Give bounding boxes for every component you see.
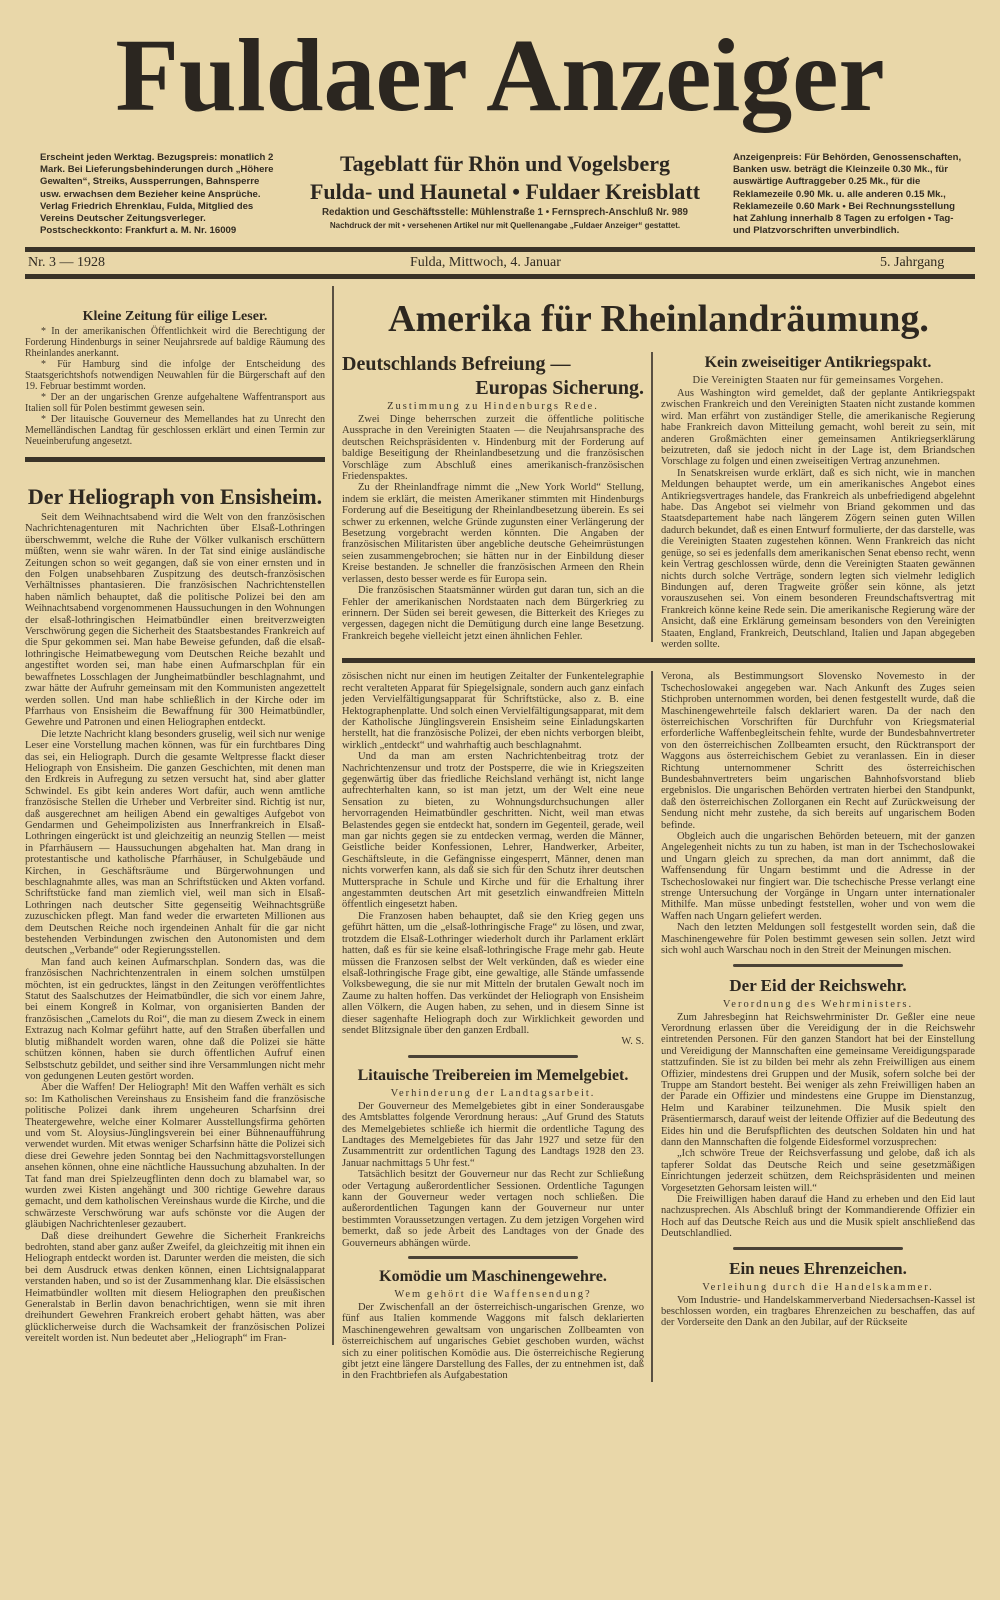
right-lower-column bbox=[653, 671, 975, 1329]
paragraph: Die Franzosen haben behauptet, daß sie den Krieg gegen uns geführt hätten, um die „elsaß-lothringische Frage“ zu lösen, und zwar, trotzdem die Elsaß-Lothringer wiederholt durch ihr Parlament erklärt hatten, daß es für sie keine elsaß-lothringische Frage mehr gab. Heute müssen die Franzosen selbst der Welt verkünden, daß es wieder eine elsaß-lothringische Frage gibt, eine gewaltige, alle Stände umfassende Volksbewegung, die sie nur mit Mitteln der brutalen Gewalt noch im Zaume zu halten hoffen. Das verkündet der Heliograph von Ensisheim allen Völkern, die Augen haben, zu sehen, und in diesem Sinne ist dieser sagenhafte Heliograph doch zur Wirklichkeit geworden und sendet Blitzsignale über den ganzen Erdball. bbox=[342, 910, 644, 1036]
paragraph: Die Freiwilligen haben darauf die Hand zu erheben und den Eid laut nachzusprechen. Als Abschluß bringt der Kommandierende Offizier ein Hoch auf das Deutsche Reich aus und die Musik spielt anschließend das Deutschlandlied. bbox=[661, 1194, 975, 1240]
comedy-title: Komödie um Maschinengewehre. bbox=[379, 1268, 607, 1286]
article-separator bbox=[733, 1247, 903, 1250]
article-separator bbox=[408, 1256, 578, 1259]
paragraph: Und da man am ersten Nachrichtenbeitrag trotz der Nachrichtenzensur und trotz der Postsperre, die wie in Kriegszeiten gegenwärtig über das friedliche Reichsland verhängt ist, nicht lange aufrechterhalten kann, so ist man jetzt, um der Welt eine neue Sensation zu bieten, zu Wohnungsdurchsuchungen aller hervorragenden Heimatbündler geschritten. Nicht, weil man etwas Belastendes gegen sie entdeckt hat, sondern im Gegenteil, gerade, weil man gar nichts gegen sie zu entdecken vermag, werden die Männer, Geistliche beider Konfessionen, Lehrer, Handwerker, Arbeiter, Geschäftsleute, in die Gefängnisse eingesperrt, Männer, denen man nichts vorwerfen kann, als daß sie sich für den Schutz ihrer deutschen Muttersprache in Schule und Kirche und für die Erhaltung ihrer angestammten deutschen Art mit gesetzlich einwandfreien Mitteln öffentlich eingesetzt haben. bbox=[342, 751, 644, 911]
paragraph: Daß diese dreihundert Gewehre die Sicherheit Frankreichs bedrohten, stand aber ganz außer Zweifel, da gleichzeitig mit ihnen ein Heliograph entdeckt worden ist. Darunter werden die meisten, die sich bei dem Ausdruck etwas denken können, einen Lichtsignalapparat verstanden haben, und so ist der Zusammenhang klar. Die elsässischen Heimatbündler wollten mit diesem Heliographen den preußischen Generalstab in Berlin davon benachrichtigen, wenn sie mit ihren dreihundert Gewehren Frankreich erobert gehabt hätten, was aber glücklicherweise durch die Wachsamkeit der französischen Polizei vereitelt worden ist. Nun bedeutet aber „Heliograph“ im Fran- bbox=[25, 1230, 325, 1345]
middle-lower-column bbox=[342, 671, 653, 1382]
article-signature: W. S. bbox=[621, 1036, 644, 1048]
comedy-kicker: Wem gehört die Waffensendung? bbox=[394, 1289, 592, 1301]
header-rule-bottom bbox=[25, 274, 975, 279]
article-separator bbox=[408, 1055, 578, 1058]
heliograph-title: Der Heliograph von Ensisheim. bbox=[27, 484, 323, 509]
paragraph: Verona, als Bestimmungsort Slovensko Novemesto in der Tschechoslowakei angegeben war. Nach Ankunft des Zuges seien Stichproben unternommen worden, bei denen festgestellt wurde, daß die Maschinengewehrteile falsch deklariert waren. Da der nach den österreichischen Vorschriften für Durchfuhr von Kriegsmaterial erforderliche Waffenbegleitschein fehlte, wurde der Bundesbahnvertreter von den österreichischen Zollbeamten ersucht, den Rücktransport der Waggons aus österreichischem Gebiet zu veranlassen. Ein in dieser Richtung unternommener Schritt des österreichischen Bundesbahnvertreters beim ungarischen Bahnhofsvorstand blieb ergebnislos. Die ungarischen Behörden vertraten hierbei den Standpunkt, daß den österreichischen Zollorganen ein Recht auf Zurückweisung der Sendung nicht mehr zustehe, da sich bereits auf ungarischem Boden befinde. bbox=[661, 671, 975, 831]
article-separator bbox=[733, 964, 903, 967]
paragraph: Tatsächlich besitzt der Gouverneur nur das Recht zur Schließung oder Vertagung außerordentlicher Sessionen. Ordentliche Tagungen kann der Gouverneur weder vertagen noch schließen. Die außerordentlichen Tagungen kann der Gouverneur nur unter bestimmten Voraussetzungen vertagen. Zu dem jetzigen Vorgehen wird bemerkt, daß so jede Arbeit des Landtages von der Gnade des Gouverneurs abhängen würde. bbox=[342, 1169, 644, 1249]
paragraph: In Senatskreisen wurde erklärt, daß es sich nicht, wie in manchen Meldungen behauptet werde, um ein amerikanisches Angebot eines Antikriegsvertrages handele, das Frankreich als unbefriedigend abgelehnt habe. Das Angebot sei vielmehr von Briand gekommen und das Staatsdepartement habe nach längerem Zögern seinen guten Willen dadurch bekundet, daß es einen Entwurf formulierte, der das darstelle, was die Vereinigten Staaten zugestehen können. Wenn Frankreich das nicht genüge, so sei es jedenfalls dem amerikanischen Senat ebenso recht, wenn kein Vertrag geschlossen würde, denn die Vereinigten Staaten gewännen nichts durch solche Verträge, sondern legten sich vielmehr lediglich Bindungen auf, deren Tragweite größer sein könne, als jetzt vorauszusehen sei. Von einem besonderen Freundschaftsvertrag mit Frankreich könne keine Rede sein. Die amerikanische Regierung wäre der Ansicht, daß eine Erklärung gemeinsam besonders von den Vereinigten Staaten, England, Frankreich, Deutschland, Italien und Japan abgegeben werden sollte. bbox=[661, 467, 976, 650]
liberation-kicker: Zustimmung zu Hindenburgs Rede. bbox=[387, 401, 599, 412]
honor-kicker: Verleihung durch die Handelskammer. bbox=[702, 1281, 934, 1293]
header-rule-top bbox=[25, 247, 975, 252]
article-antiwar-pact bbox=[653, 352, 975, 650]
paragraph: Aber die Waffen! Der Heliograph! Mit den Waffen verhält es sich so: Im Katholischen Vereinshaus zu Ensisheim fand die französische politische Polizei dank ihrem ungeheuren Scharfsinn drei Theatergewehre, welche einer Kolmarer Ausstellungsfirma gehörten und vom St. Aloysius-Jünglingsverein bei einer Bühnenaufführung verwendet wurden. Mit etwas weniger Scharfsinn hätte die Polizei sich diese drei Gewehre jeden Sonntag bei den Nachmittagsvorstellungen ansehen können, ohne eine nächtliche Haussuchung abzuhalten. In der Tat fand man drei Spielzeugflinten denn doch zu blamabel war, so wurden zwei Kisten angehängt und 300 richtige Gewehre daraus gemacht, und dem katholischen Vereinshaus wurde die Kirche, und die schwärzeste Verschwörung war aufs schönste vor die Augen der gläubigen Nachrichtenleser gezaubert. bbox=[25, 1082, 325, 1231]
paragraph: Zwei Dinge beherrschen zurzeit die öffentliche politische Aussprache in den Vereinigten Staaten — die Neujahrsansprache des deutschen Reichspräsidenten v. Hindenburg mit der Forderung auf baldige Beseitigung der Rheinlandbesetzung und die französischen Vorschläge zum Abschluß eines amerikanisch-französischen Friedenspaktes. bbox=[342, 414, 644, 483]
short-news-rule bbox=[25, 457, 325, 462]
short-news-item: * Der litauische Gouverneur des Memellandes hat zu Unrecht den Memelländischen Landtag für geschlossen erklärt und einen Termin zur Neueinberufung angesetzt. bbox=[25, 414, 325, 447]
paragraph: „Ich schwöre Treue der Reichsverfassung und gelobe, daß ich als tapferer Soldat das Deutsche Reich und seine gesetzmäßigen Einrichtungen jederzeit schützen, dem Reichspräsidenten und meinen Vorgesetzten Gehorsam leisten will.“ bbox=[661, 1148, 975, 1194]
paragraph: Nach den letzten Meldungen soll festgestellt worden sein, daß die Maschinengewehre für Polen bestimmt gewesen sein sollen. Jetzt wird sich wohl auch Warschau noch in den Streit der Meinungen mischen. bbox=[661, 922, 975, 957]
paragraph: Man fand auch keinen Aufmarschplan. Sondern das, was die französischen Nachrichtenzentralen in einem solchen umstülpen möchten, ist ein gedrucktes, längst in den Zeitungen veröffentlichtes Statut des Saalschutzes der Heimatbündler, die sich vor einem Jahre, bei einem Kongreß in Kolmar, von organisierten Banden der französischen „Camelots du Roi“, die man zu diesem Zweck in einem Extrazug nach Kolmar geführt hatte, auf den Straßen überfallen und blutig mißhandelt worden waren, ohne daß die Polizei sie hätte schützen können, haben sie durch öffentlichen Aufruf einen Selbstschutz gebildet, und seither sind ihre Versammlungen nicht mehr von gedungenen Leuten gestört worden. bbox=[25, 956, 325, 1082]
editorial-address: Redaktion und Geschäftsstelle: Mühlenstraße 1 • Fernsprech-Anschluß Nr. 989 bbox=[321, 207, 688, 218]
paragraph: Die französischen Staatsmänner würden gut daran tun, sich an die Fehler der amerikanischen Nordstaaten nach dem Bürgerkrieg zu erinnern. Der Süden sei bereit gewesen, die Bitterkeit des Krieges zu vergessen, dagegen nicht die Demütigung durch eine lange Besetzung. Frankreich begehe vielleicht jetzt einen ähnlichen Fehler. bbox=[342, 585, 644, 642]
volume-number: 5. Jahrgang bbox=[880, 255, 945, 270]
article-heliograph bbox=[25, 482, 325, 1345]
section-rule bbox=[342, 658, 975, 663]
lower-articles-row bbox=[342, 671, 975, 1382]
short-news-box bbox=[25, 286, 325, 447]
short-news-item: * In der amerikanischen Öffentlichkeit wird die Berechtigung der Forderung Hindenburgs in seiner Neujahrsrede auf baldige Räumung des Rheinlandes anerkannt. bbox=[25, 326, 325, 359]
top-articles-row bbox=[342, 352, 975, 650]
subtitle-rhoen-vogelsberg: Tageblatt für Rhön und Vogelsberg bbox=[339, 151, 671, 176]
main-headline: Amerika für Rheinlandräumung. bbox=[388, 298, 929, 340]
paragraph: Vom Industrie- und Handelskammerverband Niedersachsen-Kassel ist beschlossen worden, ein tragbares Ehrenzeichen zu beschaffen, das auf der Vorderseite den Dank an den Jubilar, auf der Rückseite bbox=[661, 1294, 975, 1329]
article-liberation bbox=[342, 352, 653, 642]
masthead-title: Fuldaer Anzeiger bbox=[115, 18, 885, 133]
memel-kicker: Verhinderung der Landtagsarbeit. bbox=[390, 1087, 596, 1099]
short-news-item: * Der an der ungarischen Grenze aufgehaltene Waffentransport aus Italien soll für Polen bestimmt gewesen sein. bbox=[25, 392, 325, 414]
paragraph: zösischen nicht nur einen im heutigen Zeitalter der Funkentelegraphie recht veralteten Apparat für Spiegelsignale, sondern auch ganz einfach jeden Vervielfältigungsapparat für Schriftstücke, also z. B. eine Hektographenplatte. Und solch einen Vervielfältigungsapparat, mit dem der Katholische Jünglingsverein Ensisheim seine Einladungskarten herstellt, hat die französische Polizei, der eben nichts verborgen bleibt, wirklich „entdeckt“ und wahrhaftig auch beschlagnahmt. bbox=[342, 671, 644, 751]
subtitle-fulda-kreisblatt: Fulda- und Haunetal • Fuldaer Kreisblatt bbox=[309, 179, 701, 204]
paragraph: Zu der Rheinlandfrage nimmt die „New York World“ Stellung, indem sie erklärt, die meisten Amerikaner stimmten mit Hindenburgs Forderung auf die Beseitigung der Rheinlandbesetzung überein. Es sei schwer zu erkennen, welche Gründe zugunsten einer Verlängerung der Besetzung vorgebracht werden könnten. Die Angaben der französischen Militaristen über angebliche deutsche Geheimrüstungen seien zusammengebrochen; sie hätten nur in der Einbildung dieser Kreise bestanden. Je schneller die französischen Armeen den Rhein verlassen, desto besser werde es für Europa sein. bbox=[342, 482, 644, 585]
reprint-note: Nachdruck der mit • versehenen Artikel nur mit Quellenangabe „Fuldaer Anzeiger“ gestattet. bbox=[329, 221, 681, 230]
oath-title: Der Eid der Reichswehr. bbox=[729, 975, 907, 995]
antiwar-title: Kein zweiseitiger Antikriegspakt. bbox=[704, 354, 932, 371]
paragraph: Zum Jahresbeginn hat Reichswehrminister Dr. Geßler eine neue Verordnung erlassen über die Vereidigung der in die Reichswehr eintretenden Personen. Für den ganzen Standort hat bei der Einstellung und Vereidigung der Mannschaften eine gemeinsame Vereidigungsparade stattzufinden. Sie ist zu bilden bei mehr als zehn Freiwilligen aus einem Offizier, mindestens drei Gruppen und der Musik, sofern solche bei der Truppe am Standort besteht. Bei weniger als zehn Freiwilligen haben an der Parade ein Offizier und mindestens eine Gruppe im Dienstanzug, Helm und Karabiner teilzunehmen. Die Musik spielt den Präsentiermarsch, darauf weist der leitende Offizier auf die Bedeutung des Eides hin und die Berufspflichten des deutschen Soldaten hin und hat dann den Mannschaften die folgende Eidesformel vorzusprechen: bbox=[661, 1011, 975, 1148]
short-news-item: * Für Hamburg sind die infolge der Entscheidung des Staatsgerichtshofs notwendigen Neuwahlen für die Bürgerschaft auf den 19. Februar bestimmt worden. bbox=[25, 359, 325, 392]
short-news-title: Kleine Zeitung für eilige Leser. bbox=[82, 309, 268, 324]
masthead-subtitles bbox=[285, 150, 725, 232]
paragraph: Seit dem Weihnachtsabend wird die Welt von den französischen Nachrichtenagenturen mit Nachrichten über Elsaß-Lothringen überschwemmt, welche die Ruhe der Völker vulkanisch erschüttern müßten, wenn sie wahr wären. In der Tat sind einige ausländische Zeitungen schon so weit gegangen, daß sie von einer ernsten und in den Folgen unabsehbaren Zuspitzung des deutsch-französischen Verhältnisses phantasieren. Die französischen Nachrichtenstellen haben nämlich behauptet, daß die politische Polizei bei den am Weihnachtsabend vorgenommenen Haussuchungen in den Wohnungen der elsaß-lothringischen Heimatbündler einen breitverzweigten Verschwörung gegen die Sicherheit des Staatsbestandes Frankreich auf die Spur gekommen sei. Man habe Beweise gefunden, daß die elsaß-lothringische Heimatbewegung vom Deutschen Reiche bezahlt und angestiftet worden sei, man habe einen Aufmarschplan für ein bewaffnetes Losschlagen der Jungheimatbündler beschlagnahmt, und zwar hätte der Aufruhr gemeinsam mit den Kommunisten angezettelt werden sollen. Und man habe schließlich in der Kirche oder im Pfarrhaus von Ensisheim die Bewaffnung für 300 Heimatbündler, Gewehre und Patronen und einen Heliographen entdeckt. bbox=[25, 512, 325, 729]
issue-date: Fulda, Mittwoch, 4. Januar bbox=[410, 255, 561, 270]
antiwar-kicker: Die Vereinigten Staaten nur für gemeinsames Vorgehen. bbox=[692, 375, 944, 386]
memel-title: Litauische Treibereien im Memelgebiet. bbox=[357, 1066, 629, 1084]
paragraph: Aus Washington wird gemeldet, daß der geplante Antikriegspakt zwischen Frankreich und den Vereinigten Staaten nicht zustande kommen wird. Man erfährt von zuständiger Stelle, die amerikanische Regierung habe Frankreich davon Mitteilung gemacht, wohl bereit zu sein, mit anderen Großmächten einer gemeinsamen Antikriegserklärung beizutreten, daß sie jedoch nicht in der Lage ist, dem Briandschen Vorschlage zu folgen und einen zweiseitigen Vertrag anzunehmen. bbox=[661, 388, 975, 468]
liberation-title-line2: Europas Sicherung. bbox=[475, 377, 644, 399]
issue-number: Nr. 3 — 1928 bbox=[28, 255, 105, 270]
honor-title: Ein neues Ehrenzeichen. bbox=[729, 1258, 907, 1278]
right-area bbox=[334, 286, 975, 1382]
left-column bbox=[25, 286, 334, 1345]
liberation-title-line1: Deutschlands Befreiung — bbox=[342, 353, 571, 375]
subscription-info: Erscheint jeden Werktag. Bezugspreis: monatlich 2 Mark. Bei Lieferungsbehinderungen durch „Höhere Gewalten“, Streiks, Aussperrungen, Bahnsperre usw. erwachsen dem Bezieher keine Ansprüche. Verlag Friedrich Ehrenklau, Fulda, Mitglied des Vereins Deutscher Zeitungsverleger. Postscheckkonto: Frankfurt a. M. Nr. 16009 bbox=[40, 152, 274, 237]
page-columns bbox=[25, 286, 975, 1382]
advertising-prices: Anzeigenpreis: Für Behörden, Genossenschaften, Banken usw. beträgt die Kleinzeile 0.30 Mk., für auswärtige Auftraggeber 0.25 Mk., für die Reklamezeile 0.90 Mk. u. alle anderen 0.15 Mk., Reklamezeile 0.60 Mark • Bei Rechnungsstellung hat Zahlung innerhalb 8 Tagen zu erfolgen • Tag- und Platzvorschriften unverbindlich. bbox=[733, 152, 962, 237]
paragraph: Die letzte Nachricht klang besonders gruselig, weil sich nur wenige Leser eine Vorstellung machen können, was für ein furchtbares Ding das sei, ein Heliograph. Durch die gesamte Weltpresse flackt dieser Heliograph von Ensisheim. Die ganzen Geschichten, mit denen man den Erdkreis in Aufregung zu setzen versucht hat, sind aber glatter Schwindel. Es gibt kein anderes Wort dafür, auch wenn amtliche französische Stellen die Urheber und Verbreiter sind. Richtig ist nur, daß ausgerechnet am heiligen Abend ein gewaltiges Aufgebot von Gendarmen und Geheimpolizisten aus Innerfrankreich in Elsaß-Lothringen eingerückt ist und gleichzeitig an neunzig Stellen — meist in Pfarrhäusern — Haussuchungen abgehalten hat. Man drang in protestantische und katholische Pfarrhäuser, in Schulgebäude und Kirchen, in Geschäftsräume und Bürgerwohnungen und beschlagnahmte alles, was man an Schriftstücken und Akten vorfand. Schriftstücke fand man ziemlich viel, weil man sich in Elsaß-Lothringen nach deutscher Sitte gegenseitig Weihnachtsgrüße zuzuschicken pflegt. Man fand weder die erwarteten Millionen aus dem Deutschen Reiche noch irgendeinen Anhalt für die gar nicht bestehenden Verbindungen zwischen den Autonomisten und dem deutschen „Verbande“ oder Regierungsstellen. bbox=[25, 728, 325, 957]
paragraph: Der Zwischenfall an der österreichisch-ungarischen Grenze, wo fünf aus Italien kommende Waggons mit falsch deklarierten Maschinengewehren gewaltsam von ungarischen Zollbeamten von österreichischem auf ungarisches Gebiet geschoben wurden, wächst sich zu einer politischen Komödie aus. Die österreichische Regierung gibt jetzt eine längere Darstellung des Falles, der zu entnehmen ist, daß in den Frachtbriefen als Aufgabestation bbox=[342, 1302, 644, 1382]
paragraph: Der Gouverneur des Memelgebietes gibt in einer Sonderausgabe des Amtsblattes folgende Verordnung heraus: „Auf Grund des Statuts des Memelgebietes schließe ich hiermit die ordentliche Tagung des Landtages des Memelgebietes für das Jahr 1927 und setze für den Zusammentritt zur ordentlichen Tagung des Landtags 1928 den 23. Januar nachmittags 5 Uhr fest.“ bbox=[342, 1100, 644, 1169]
paragraph: Obgleich auch die ungarischen Behörden beteuern, mit der ganzen Angelegenheit nichts zu tun zu haben, ist man in der Tschechoslowakei und Ungarn gleich zu sprechen, da man dort annimmt, daß die Waffensendung für Ungarn bestimmt und die Adresse in der Tschechoslowakei nur fingiert war. Die tschechische Presse verlangt eine strenge Untersuchung der Vorgänge in Ungarn unter internationaler Mithilfe. Man müsse unbedingt feststellen, woher und von wem die Waffen nach Ungarn geliefert werden. bbox=[661, 831, 975, 922]
oath-kicker: Verordnung des Wehrministers. bbox=[722, 998, 914, 1010]
